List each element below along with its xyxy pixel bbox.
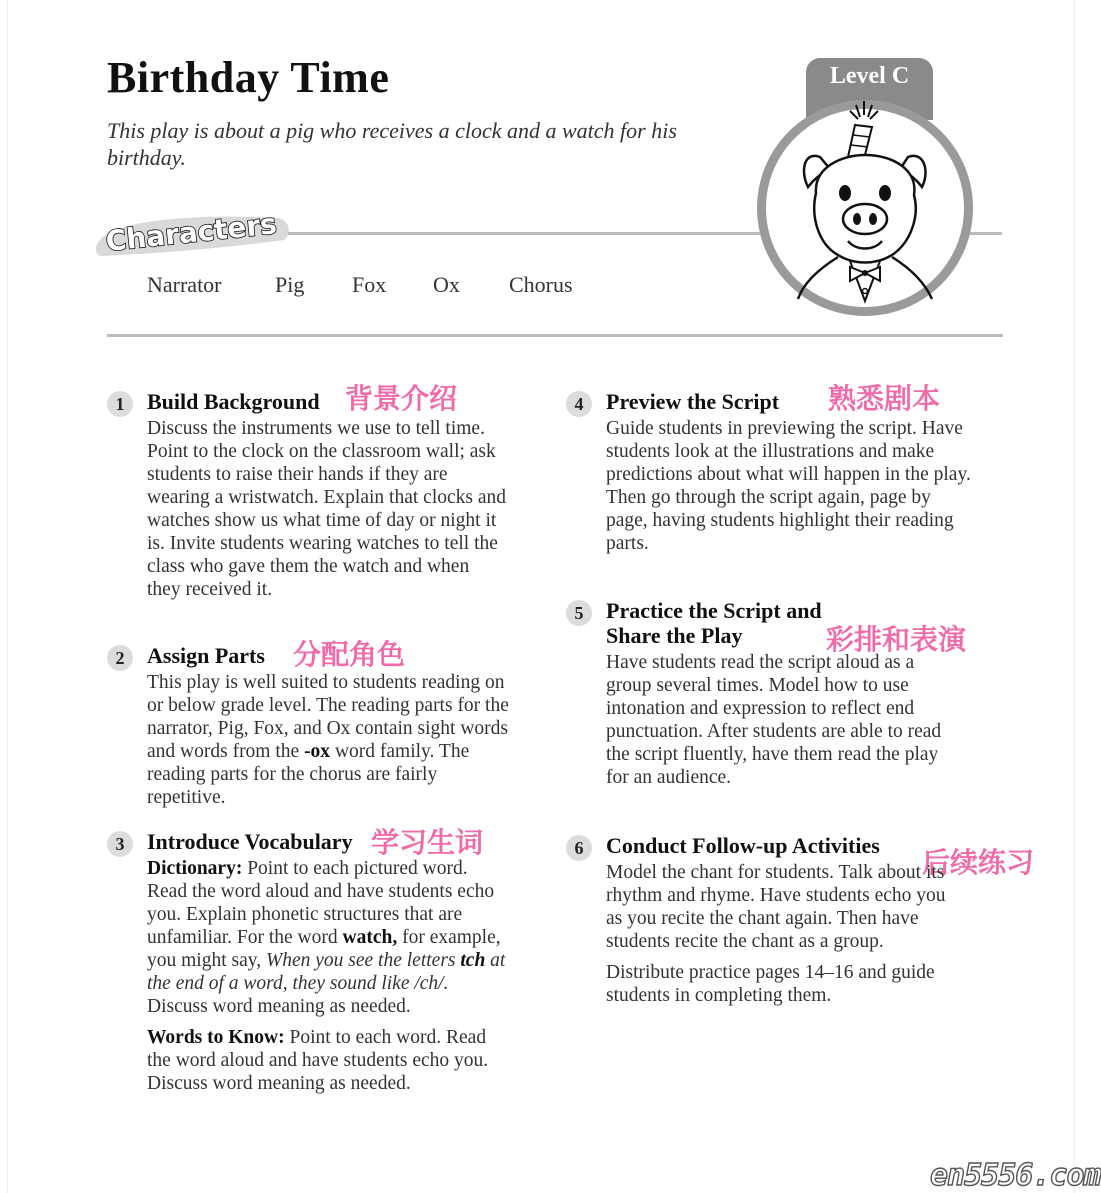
- step-follow-up-activities: [566, 833, 1035, 1043]
- level-label: Level C: [829, 63, 910, 89]
- character-fox: Fox: [352, 272, 387, 297]
- section-divider: [107, 334, 1003, 337]
- step-title: Build Background: [147, 389, 320, 414]
- step-title: Preview the Script: [606, 389, 780, 414]
- step-build-background: [107, 382, 527, 629]
- step-title: Practice the Script and: [606, 598, 822, 623]
- step-body: Discuss the instruments we use to tell time. Point to the clock on the classroom wall; ask students to raise their hands if they are wearing a wristwatch. Explain that clocks and watches show us what time of day or night it is. Invite students wearing watches to tell the class who gave them the watch and when they received it.: [147, 418, 507, 600]
- step-number-badge: 4: [566, 391, 592, 417]
- characters-heading: [88, 200, 298, 262]
- character-ox: Ox: [433, 272, 460, 297]
- step-title-line2: Share the Play: [606, 623, 743, 648]
- page-title: Birthday Time: [107, 53, 390, 102]
- step-number-badge: 6: [566, 835, 592, 861]
- step-title: Introduce Vocabulary: [147, 829, 353, 854]
- practice-pages-paragraph: Distribute practice pages 14–16 and guide students in completing them.: [606, 962, 935, 1006]
- words-to-know-paragraph: Words to Know: Point to each word. Read the word aloud and have students echo you. Discuss word meaning as needed.: [147, 1027, 489, 1094]
- step-number-badge: 1: [107, 391, 133, 417]
- step-number-badge: 5: [566, 600, 592, 626]
- characters-heading-text: Characters: [104, 207, 279, 258]
- step-chinese-label: 后续练习: [922, 846, 1035, 879]
- character-pig: Pig: [275, 272, 305, 297]
- step-chinese-label: 彩排和表演: [826, 623, 967, 656]
- step-body: This play is well suited to students reading on or below grade level. The reading parts for the narrator, Pig, Fox, and Ox contain sight words and words from the -ox word family. The reading parts for the chorus are fairly repetitive.: [147, 672, 509, 808]
- page-subtitle: This play is about a pig who receives a clock and a watch for his birthday.: [107, 118, 677, 170]
- pig-with-party-hat-icon: [752, 95, 978, 321]
- step-body: Have students read the script aloud as a group several times. Model how to use intonation and expression to reflect end punctuation. After students are able to read the script fluently, have them read the play for an audience.: [606, 652, 942, 788]
- step-chinese-label: 背景介绍: [345, 382, 458, 415]
- step-assign-parts: [107, 638, 527, 813]
- watermark: en5556.com: [930, 1158, 1101, 1193]
- step-title: Assign Parts: [147, 643, 265, 668]
- step-body: [606, 861, 956, 1007]
- dictionary-paragraph: Dictionary: Point to each pictured word. Read the word aloud and have students echo you. Explain phonetic structures that are unfamiliar. For the word watch, for example, you might say, When you see the letters tch at the end of a word, they sound like /ch/. Discuss word meaning as needed.: [147, 858, 506, 1017]
- step-body: [147, 857, 509, 1095]
- step-preview-script: [566, 382, 1006, 589]
- step-chinese-label: 分配角色: [293, 638, 406, 671]
- step-number-badge: 2: [107, 645, 133, 671]
- follow-up-paragraph: Model the chant for students. Talk about its rhythm and rhyme. Have students echo you as you recite the chant again. Then have students recite the chant as a group.: [606, 862, 946, 952]
- step-chinese-label: 学习生词: [371, 826, 484, 859]
- step-number-badge: 3: [107, 831, 133, 857]
- step-chinese-label: 熟悉剧本: [828, 382, 941, 415]
- step-introduce-vocabulary: [107, 826, 527, 1149]
- step-body: Guide students in previewing the script. Have students look at the illustrations and make predictions about what will happen in the play. Then go through the script again, page by page, having students highlight their reading parts.: [606, 418, 971, 554]
- character-narrator: Narrator: [147, 272, 222, 297]
- step-title: Conduct Follow-up Activities: [606, 833, 880, 858]
- step-practice-and-share: [566, 598, 1006, 818]
- character-chorus: Chorus: [509, 272, 573, 297]
